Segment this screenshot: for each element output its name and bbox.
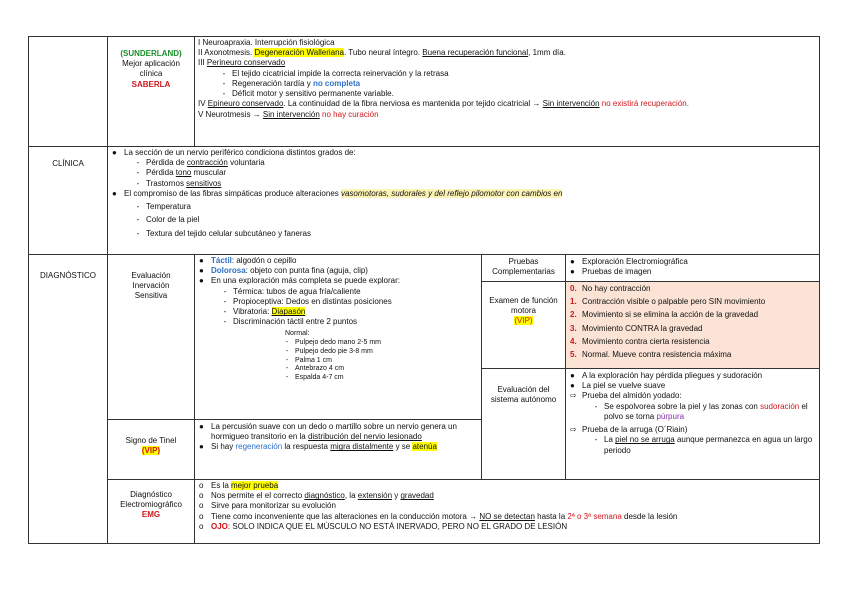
clinica-point: ● La sección de un nervio periférico condiciona distintos grados de: xyxy=(112,148,356,157)
tinel-label-cell xyxy=(107,419,195,480)
motora-vip: (VIP) xyxy=(514,316,533,326)
grade-5: V Neurotmesis → Sin intervención no hay curación xyxy=(198,109,379,119)
clinica-sub-label: clínica xyxy=(139,69,163,79)
emg-label: Diagnóstico xyxy=(130,490,172,499)
motora-label: Examen de función xyxy=(489,296,558,305)
emg-item: o Es la mejor prueba xyxy=(199,481,279,490)
pruebas-label: Complementarias xyxy=(492,267,555,277)
autonomo-item: ⇨ Prueba de la arruga (O´Riain) xyxy=(570,425,688,435)
normal-label: Normal: xyxy=(285,329,310,337)
clinica-subitem: - Trastornos sensitivos xyxy=(136,178,222,188)
grade-3-item: - Déficit motor y sensitivo permanente variable. xyxy=(222,89,394,99)
motora-content xyxy=(565,281,820,369)
row1-col1 xyxy=(28,36,108,147)
exploracion-subitem: - Térmica: tubos de agua fría/caliente xyxy=(223,286,361,296)
dolorosa-item: ● Dolorosa: objeto con punta fina (aguja, clip) xyxy=(199,266,368,276)
autonomo-label-cell xyxy=(481,368,566,480)
exploracion-item: ● En una exploración más completa se puede explorar: xyxy=(199,276,400,286)
clinica-subitem: - Textura del tejido celular subcutáneo y faneras xyxy=(136,228,311,238)
normal-item: - Pulpejo dedo mano 2-5 mm xyxy=(285,338,381,346)
autonomo-subitem: - Se espolvorea sobre la piel y las zonas con sudoración el polvo se torna púrpura xyxy=(594,401,808,421)
grade-1: I Neuroapraxia. Interrupción fisiológica xyxy=(198,38,335,47)
clinica-label: CLÍNICA xyxy=(52,159,84,168)
motora-grade: 4. Movimiento contra cierta resistencia xyxy=(570,336,710,346)
emg-item: o OJO: SOLO INDICA QUE EL MÚSCULO NO ESTÁ INERVADO, PERO NO EL GRADO DE LESIÓN xyxy=(199,521,568,531)
tinel-label: Signo de Tinel xyxy=(125,436,177,445)
eval-sens-line: Evaluación xyxy=(131,271,171,280)
tinel-item: ● La percusión suave con un dedo o martillo sobre un nervio genera un hormigueo transitorio en la distribución del nervio lesionado xyxy=(199,422,457,442)
pruebas-label: Pruebas xyxy=(508,257,539,266)
emg-item: o Nos permite el el correcto diagnóstico, la extensión y gravedad xyxy=(199,491,434,501)
emg-abbrev: EMG xyxy=(141,510,161,520)
clinica-subitem: - Temperatura xyxy=(136,202,191,212)
autonomo-item: ● La piel se vuelve suave xyxy=(570,381,666,391)
exploracion-subitem: - Discriminación táctil entre 2 puntos xyxy=(223,317,358,327)
saberla-label: SABERLA xyxy=(131,79,171,89)
diagnostico-label-cell xyxy=(28,254,108,544)
eval-sensitiva-label-cell xyxy=(107,254,195,420)
mejor-label: Mejor aplicación xyxy=(122,59,180,69)
emg-content xyxy=(194,479,820,544)
normal-item: - Palma 1 cm xyxy=(285,356,332,364)
exploracion-subitem: - Vibratoria: Diapasón xyxy=(223,307,306,317)
autonomo-content xyxy=(565,368,820,480)
tinel-vip: (VIP) xyxy=(141,446,161,456)
eval-sensitiva-content xyxy=(194,254,482,420)
pruebas-label-cell xyxy=(481,254,566,282)
pruebas-item: ● Exploración Electromiográfica xyxy=(570,257,688,266)
motora-label-cell xyxy=(481,281,566,369)
clinica-subitem: - Color de la piel xyxy=(136,215,200,225)
motora-label: motora xyxy=(511,306,536,316)
autonomo-item: ● A la exploración hay pérdida pliegues y sudoración xyxy=(570,371,763,380)
normal-item: - Espalda 4-7 cm xyxy=(285,374,344,382)
grade-3-item: - Regeneración tardía y no completa xyxy=(222,78,361,88)
grade-4: IV Epineuro conservado. La continuidad de la fibra nerviosa es mantenida por tejido cicatricial → Sin intervención no existirá recuperación. xyxy=(198,99,689,109)
grade-3: III Perineuro conservado xyxy=(198,58,286,68)
emg-item: o Sirve para monitorizar su evolución xyxy=(199,501,336,511)
eval-sens-line: Inervación xyxy=(132,281,170,291)
tinel-content xyxy=(194,419,482,480)
sunderland-label: (SUNDERLAND) xyxy=(120,49,182,58)
clinica-label-cell xyxy=(28,146,108,255)
autonomo-label: sistema autónomo xyxy=(490,395,557,405)
normal-item: - Pulpejo dedo pie 3-8 mm xyxy=(285,347,373,355)
emg-label: Electromiográfico xyxy=(120,500,182,510)
grade-3-item: - El tejido cicatricial impide la correcta reinervación y la retrasa xyxy=(222,68,449,78)
exploracion-subitem: - Propioceptiva: Dedos en distintas posiciones xyxy=(223,296,392,306)
emg-item: o Tiene como inconveniente que las alteraciones en la conducción motora → NO se detectan hasta la 2ª o 3ª semana desde la lesión xyxy=(199,511,678,521)
motora-grade: 3. Movimiento CONTRA la gravedad xyxy=(570,323,703,333)
emg-label-cell xyxy=(107,479,195,544)
autonomo-label: Evaluación del xyxy=(497,385,550,394)
tinel-item: ● Si hay regeneración la respuesta migra distalmente y se atenúa xyxy=(199,442,437,452)
pruebas-content xyxy=(565,254,820,282)
motora-grade: 1. Contracción visible o palpable pero SIN movimiento xyxy=(570,297,766,307)
clinica-point: ● El compromiso de las fibras simpáticas produce alteraciones vasomotoras, sudorales y del reflejo pilomotor con cambios en xyxy=(112,188,563,198)
eval-sens-line: Sensitiva xyxy=(134,291,168,301)
pruebas-item: ● Pruebas de imagen xyxy=(570,267,652,277)
sunderland-content xyxy=(194,36,820,147)
autonomo-subitem: - La piel no se arruga aunque permanezca en agua un largo periodo xyxy=(594,435,813,455)
autonomo-item: ⇨ Prueba del almidón yodado: xyxy=(570,391,682,401)
tactil-item: ● Táctil: algodón o cepillo xyxy=(199,256,297,265)
normal-item: - Antebrazo 4 cm xyxy=(285,365,345,373)
sunderland-label-cell xyxy=(107,36,195,147)
clinica-subitem: - Pérdida tono muscular xyxy=(136,168,227,178)
clinica-subitem: - Pérdida de contracción voluntaria xyxy=(136,158,265,168)
diagnostico-label: DIAGNÓSTICO xyxy=(39,271,96,280)
motora-grade: 5. Normal. Mueve contra resistencia máxima xyxy=(570,350,732,360)
clinica-content xyxy=(107,146,820,255)
motora-grade: 2. Movimiento si se elimina la acción de la gravedad xyxy=(570,310,759,320)
motora-grade: 0. No hay contracción xyxy=(570,284,651,293)
grade-2: II Axonotmesis. Degeneración Walleriana. Tubo neural íntegro. Buena recuperación funcional, 1mm día. xyxy=(198,48,566,58)
